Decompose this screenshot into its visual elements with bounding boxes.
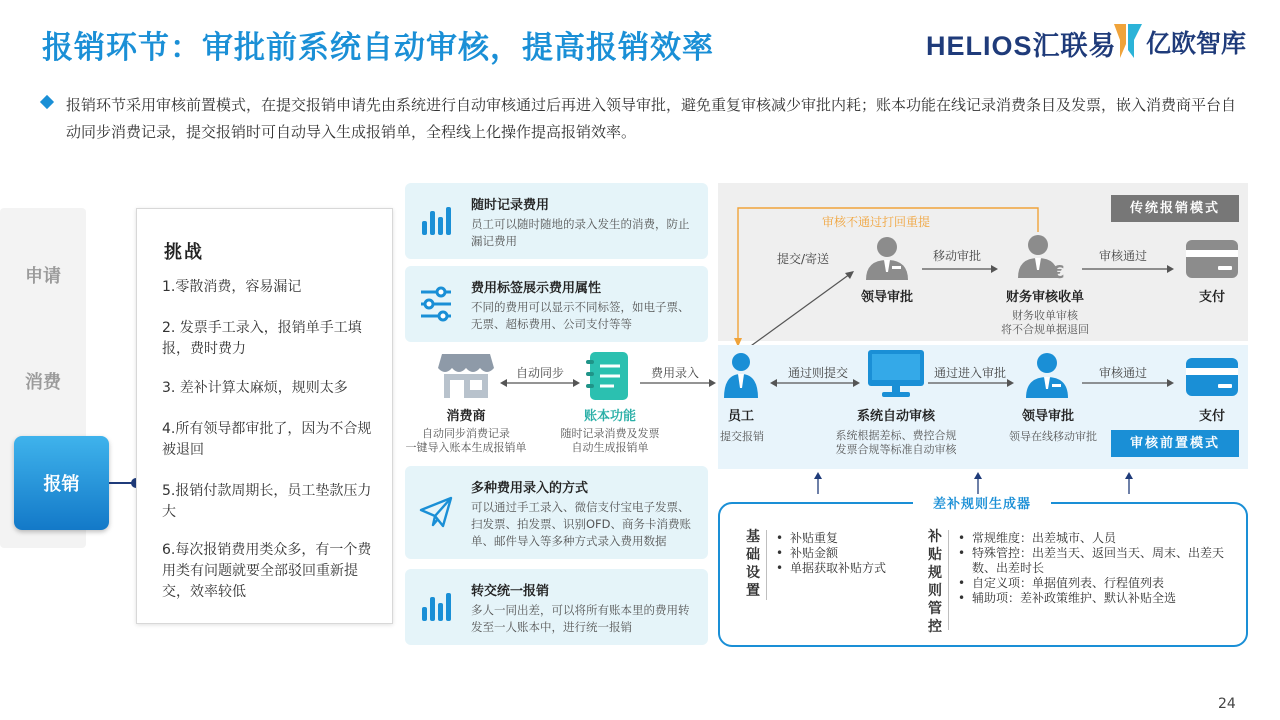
rule-control-list: [958, 531, 1236, 606]
card-title: 费用标签展示费用属性: [471, 281, 602, 296]
card-title: 多种费用录入的方式: [471, 481, 589, 496]
rule-generator-title: 差补规则生成器: [913, 494, 1051, 516]
finance-person-icon: [1018, 234, 1066, 280]
basic-settings-label: 基础设置: [746, 529, 760, 599]
list-item: • 补贴金额: [776, 546, 910, 561]
feature-card-record: [405, 183, 708, 259]
divider: [766, 530, 767, 600]
list-item: • 单据获取补贴方式: [776, 561, 910, 576]
diamond-bullet-icon: [40, 95, 54, 109]
page-number: 24: [1218, 696, 1236, 712]
trad-node-label: 支付: [1198, 290, 1225, 305]
helios-logo: HELIOS汇联易: [926, 31, 1117, 61]
merchant-sub: 一键导入账本生成报销单: [405, 441, 527, 454]
merchant-sub: 自动同步消费记录: [422, 427, 510, 440]
arrow-label: 通过则提交: [787, 366, 848, 380]
card-title: 转交统一报销: [471, 584, 550, 599]
rule-control-label: 补贴规则管控: [928, 529, 942, 635]
submit-arrow: [744, 268, 856, 352]
manager-person-icon: [1024, 352, 1070, 398]
traditional-mode-tag: 传统报销模式: [1111, 195, 1239, 222]
arrow-label: 提交/寄送: [776, 252, 830, 266]
arrow-label: 自动同步: [515, 366, 564, 380]
challenges-title: 挑战: [164, 242, 204, 263]
employee-sub: 提交报销: [720, 430, 764, 443]
card-title: 随时记录费用: [471, 198, 550, 213]
card-desc: 员工可以随时随地的录入发生的消费，防止漏记费用: [471, 217, 690, 248]
list-item: • 特殊管控：出差当天、返回当天、周末、出差天数、出差时长: [958, 546, 1236, 576]
svg-text:€: €: [1052, 262, 1065, 280]
right-arrow-icon: [1082, 264, 1174, 274]
preaudit-node-label: 支付: [1198, 409, 1225, 424]
trad-node-label: 领导审批: [860, 290, 913, 305]
stage-reimburse: 报销: [14, 436, 109, 530]
list-item: • 辅助项：差补政策维护、默认补贴全选: [958, 591, 1236, 606]
challenge-item: 5.报销付款周期长，员工垫款压力大: [162, 483, 372, 520]
right-arrow-icon: [922, 264, 998, 274]
trad-node-sub: 将不合规单据退回: [1001, 323, 1089, 336]
challenge-item: 1.零散消费，容易漏记: [162, 279, 302, 295]
notebook-icon: [586, 350, 632, 402]
preaudit-node-label: 领导审批: [1021, 409, 1074, 424]
reject-label: 审核不通过打回重提: [822, 215, 931, 229]
monitor-icon: [868, 350, 924, 398]
yiou-logo: [1112, 18, 1252, 62]
credit-card-icon: [1186, 358, 1238, 396]
up-arrow-icon: [812, 472, 824, 494]
list-item: • 常规维度：出差城市、人员: [958, 531, 1236, 546]
employee-label: 员工: [727, 409, 754, 424]
arrow-label: 移动审批: [932, 249, 981, 263]
stage-consume: 消费: [25, 372, 61, 393]
preaudit-node-label: 系统自动审核: [856, 409, 935, 424]
feature-card-tags: [405, 266, 708, 342]
sliders-icon: [419, 286, 453, 322]
employee-icon: [724, 352, 758, 398]
yiou-logo-icon: [1112, 20, 1144, 60]
basic-settings-list: [776, 531, 910, 576]
preaudit-node-sub: 发票合规等标准自动审核: [835, 443, 957, 456]
list-item: • 自定义项：单据值列表、行程值列表: [958, 576, 1236, 591]
ledger-label: 账本功能: [583, 409, 636, 424]
bar-chart-icon: [419, 205, 453, 237]
preaudit-node-sub: 系统根据差标、费控合规: [835, 429, 957, 442]
credit-card-icon: [1186, 240, 1238, 278]
card-desc: 可以通过手工录入、微信支付宝电子发票、扫发票、拍发票、识别OFD、商务卡消费账单、邮件导入等多种方式录入费用数据: [471, 500, 692, 548]
arrow-label: 费用录入: [650, 366, 699, 380]
card-desc: 多人一同出差，可以将所有账本里的费用转发至一人账本中，进行统一报销: [471, 603, 690, 634]
preaudit-mode-tag: 审核前置模式: [1111, 430, 1239, 457]
challenge-item: 6.每次报销费用类众多，有一个费用类有问题就要全部驳回重新提交，效率较低: [162, 542, 372, 600]
paper-plane-icon: [419, 496, 453, 528]
feature-card-transfer: [405, 569, 708, 645]
card-desc: 不同的费用可以显示不同标签，如电子票、无票、超标费用、公司支付等等: [471, 300, 690, 331]
list-item: • 补贴重复: [776, 531, 910, 546]
arrow-label: 审核通过: [1098, 249, 1147, 263]
trad-node-label: 财务审核收单: [1005, 290, 1084, 305]
shop-icon: [438, 350, 494, 400]
page-title: 报销环节：审批前系统自动审核，提高报销效率: [42, 30, 714, 66]
ledger-sub: 自动生成报销单: [571, 441, 649, 454]
up-arrow-icon: [972, 472, 984, 494]
yiou-logo-text: 亿欧智库: [1146, 29, 1247, 58]
challenge-item: 2. 发票手工录入，报销单手工填报，费时费力: [162, 320, 362, 357]
manager-person-icon: [864, 236, 910, 280]
divider: [948, 530, 949, 630]
intro-text: 报销环节采用审核前置模式，在提交报销申请先由系统进行自动审核通过后再进入领导审批，避免重复审核减少审批内耗；账本功能在线记录消费条目及发票，嵌入消费商平台自动同步消费记录，提交报销时可自动导入生成报销单，全程线上化操作提高报销效率。: [66, 96, 1237, 141]
arrow-label: 通过进入审批: [933, 366, 1006, 380]
bar-chart-icon: [419, 591, 453, 623]
ledger-sub: 随时记录消费及发票: [560, 427, 660, 440]
merchant-label: 消费商: [446, 409, 486, 424]
feature-card-input: [405, 466, 708, 559]
preaudit-node-sub: 领导在线移动审批: [1009, 430, 1097, 443]
challenge-item: 4.所有领导都审批了，因为不合规被退回: [162, 421, 372, 458]
challenge-item: 3. 差补计算太麻烦，规则太多: [162, 380, 348, 396]
trad-node-sub: 财务收单审核: [1012, 309, 1078, 322]
arrow-label: 审核通过: [1098, 366, 1147, 380]
up-arrow-icon: [1123, 472, 1135, 494]
stage-apply: 申请: [25, 266, 61, 287]
